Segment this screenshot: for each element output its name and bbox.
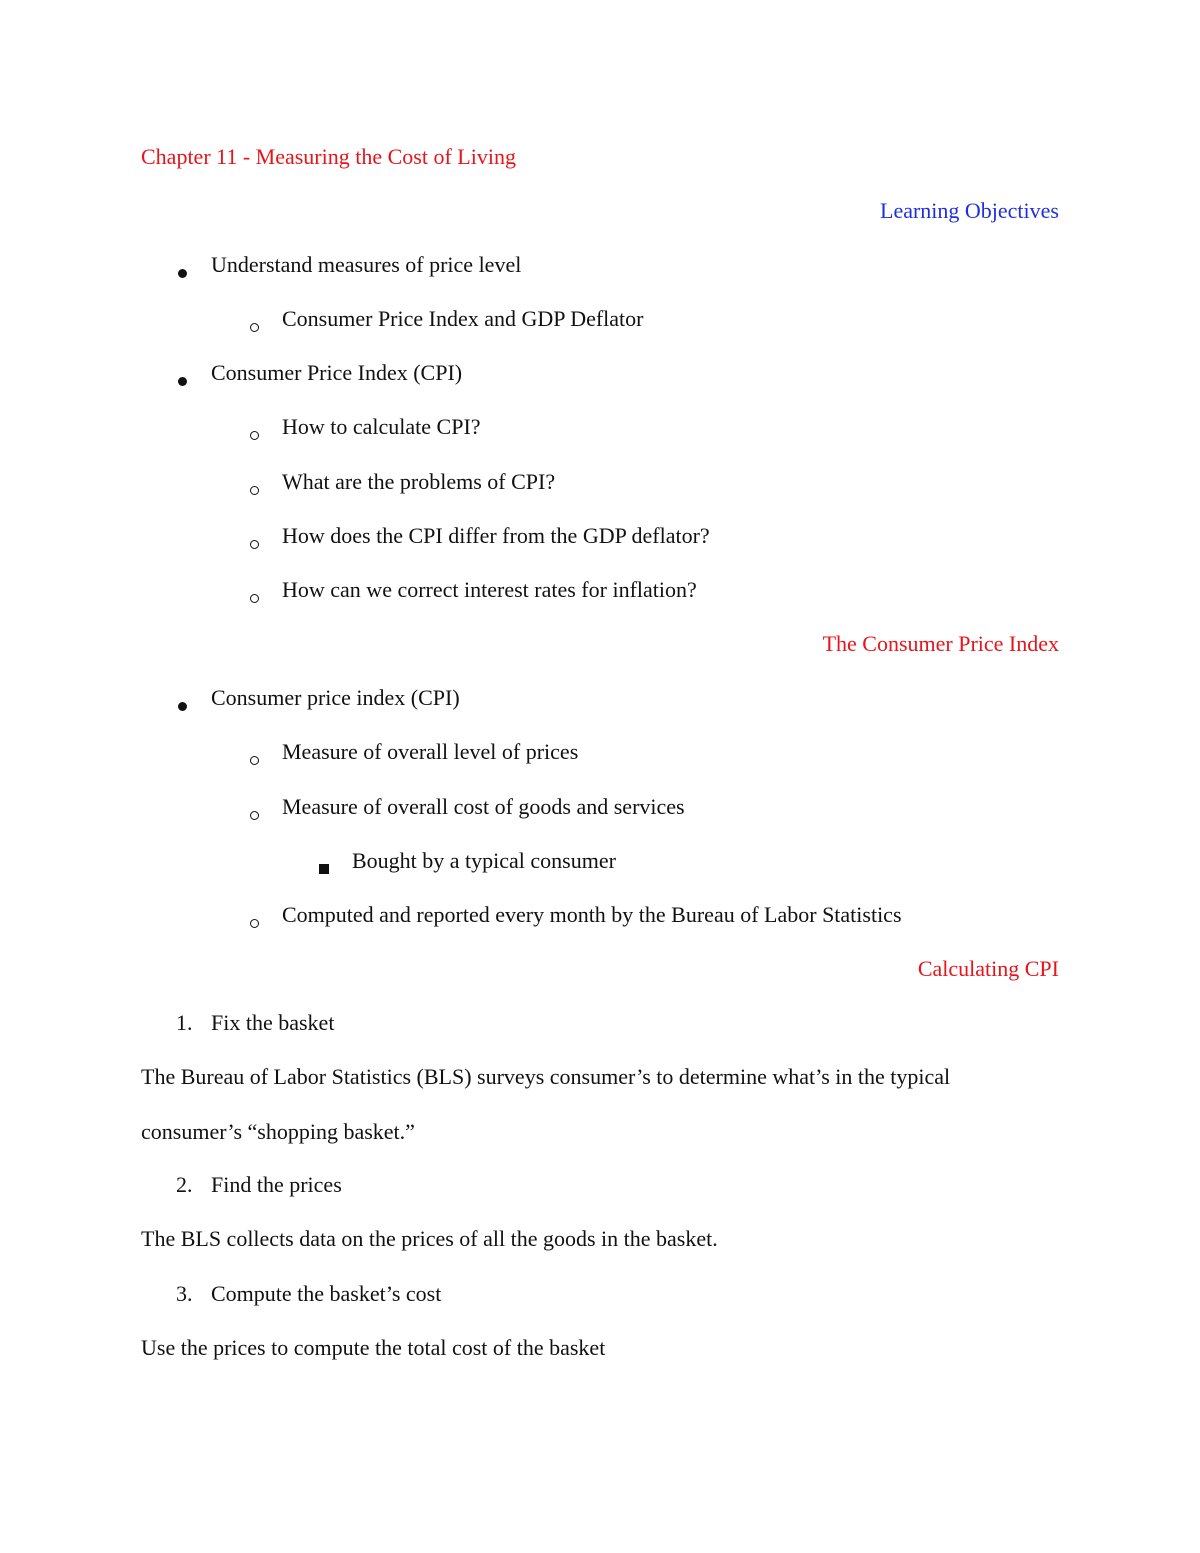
list-item: Computed and reported every month by the Bureau of Labor Statistics bbox=[282, 902, 902, 927]
bullet-circle-icon bbox=[250, 314, 259, 336]
list-item: Consumer price index (CPI) bbox=[211, 685, 460, 710]
list-item: Measure of overall cost of goods and services bbox=[282, 794, 685, 819]
list-item: Measure of overall level of prices bbox=[282, 739, 579, 764]
list-item: Bought by a typical consumer bbox=[352, 848, 616, 873]
bullet-circle-icon bbox=[250, 802, 259, 824]
bullet-circle-icon bbox=[250, 422, 259, 444]
bullet-dot-icon bbox=[178, 693, 187, 715]
learning-objectives-heading: Learning Objectives bbox=[880, 198, 1059, 223]
bullet-dot-icon bbox=[178, 260, 187, 282]
bullet-circle-icon bbox=[250, 477, 259, 499]
step-label: Compute the basket’s cost bbox=[211, 1281, 442, 1306]
step-number: 3. bbox=[176, 1281, 193, 1306]
paragraph-line: consumer’s “shopping basket.” bbox=[141, 1119, 415, 1144]
chapter-title: Chapter 11 - Measuring the Cost of Living bbox=[141, 144, 516, 169]
step-label: Fix the basket bbox=[211, 1010, 335, 1035]
list-item: How does the CPI differ from the GDP deflator? bbox=[282, 523, 710, 548]
consumer-price-index-heading: The Consumer Price Index bbox=[822, 631, 1059, 656]
list-item: Consumer Price Index and GDP Deflator bbox=[282, 306, 644, 331]
list-item: What are the problems of CPI? bbox=[282, 469, 556, 494]
list-item: Understand measures of price level bbox=[211, 252, 522, 277]
bullet-square-icon bbox=[319, 856, 329, 878]
list-item: Consumer Price Index (CPI) bbox=[211, 360, 463, 385]
bullet-circle-icon bbox=[250, 910, 259, 932]
list-item: How to calculate CPI? bbox=[282, 414, 481, 439]
paragraph-line: Use the prices to compute the total cost of the basket bbox=[141, 1335, 606, 1360]
step-label: Find the prices bbox=[211, 1172, 342, 1197]
step-number: 2. bbox=[176, 1172, 193, 1197]
bullet-circle-icon bbox=[250, 531, 259, 553]
list-item: How can we correct interest rates for inflation? bbox=[282, 577, 697, 602]
step-number: 1. bbox=[176, 1010, 193, 1035]
calculating-cpi-heading: Calculating CPI bbox=[917, 956, 1059, 981]
bullet-circle-icon bbox=[250, 585, 259, 607]
paragraph-line: The BLS collects data on the prices of all the goods in the basket. bbox=[141, 1226, 718, 1251]
bullet-circle-icon bbox=[250, 747, 259, 769]
bullet-dot-icon bbox=[178, 368, 187, 390]
paragraph-line: The Bureau of Labor Statistics (BLS) surveys consumer’s to determine what’s in the typical bbox=[141, 1064, 951, 1089]
